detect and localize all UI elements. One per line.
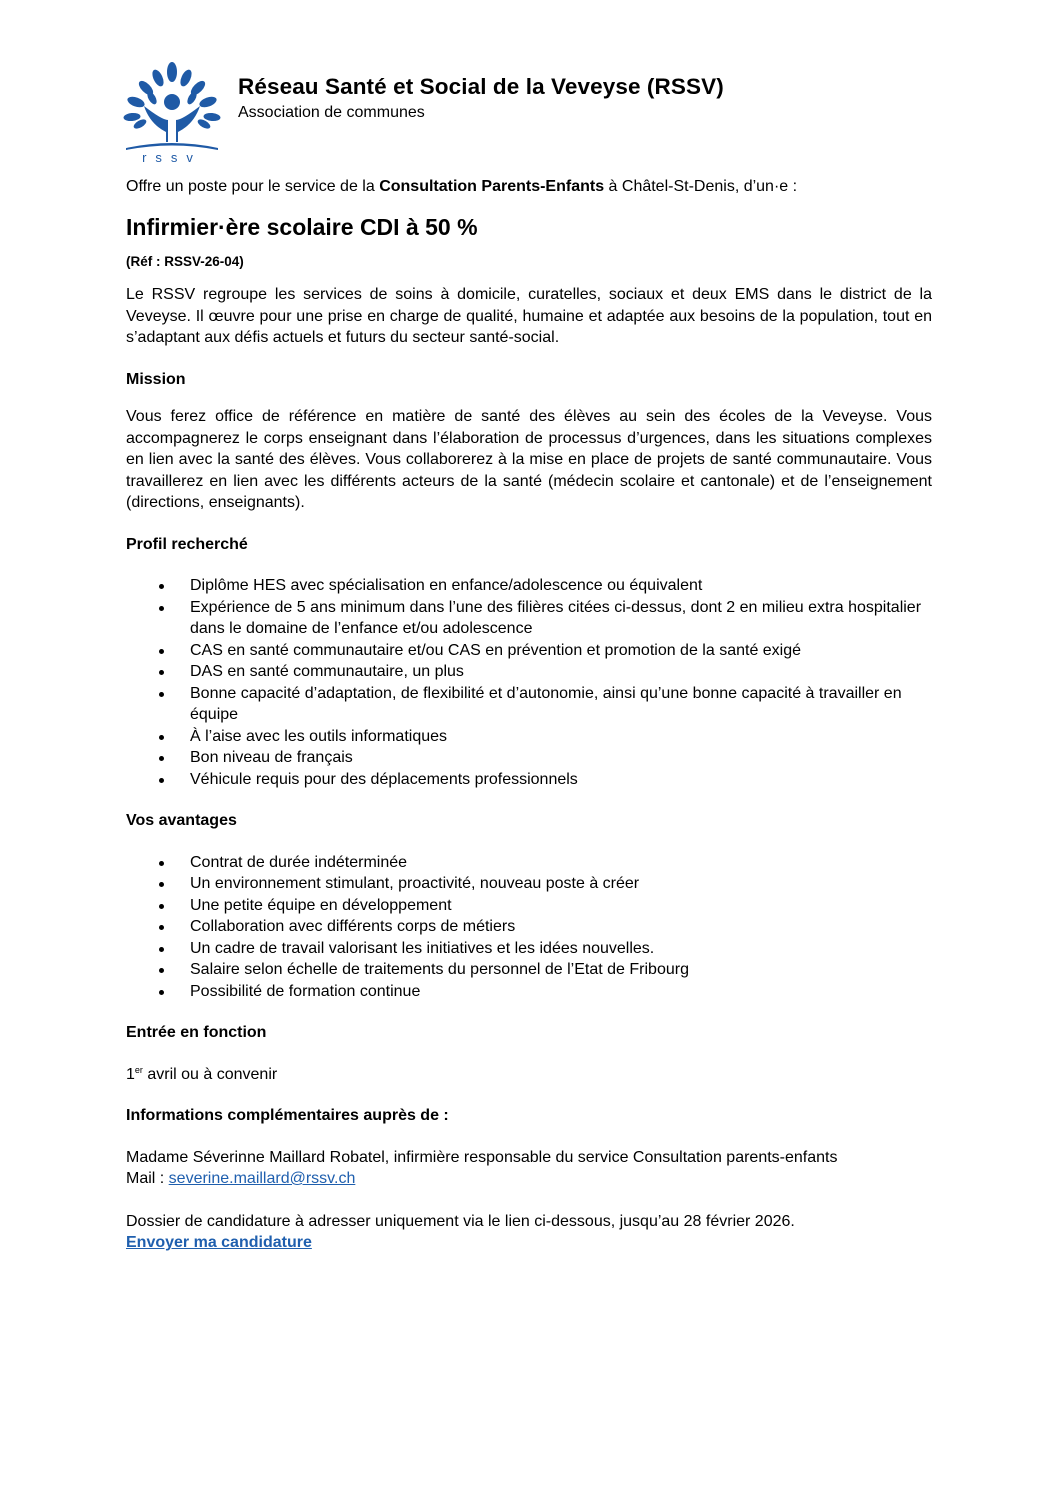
- contact-block: [126, 1147, 932, 1190]
- list-item: DAS en santé communautaire, un plus: [126, 661, 932, 683]
- profile-heading: Profil recherché: [126, 535, 248, 553]
- list-item: Bon niveau de français: [126, 747, 932, 769]
- list-item: À l’aise avec les outils informatiques: [126, 726, 932, 748]
- rssv-tree-logo-icon: [122, 62, 222, 164]
- deadline-text: Dossier de candidature à adresser uniquement via le lien ci-dessous, jusqu’au 28 février 2026.: [126, 1212, 795, 1230]
- benefits-heading: Vos avantages: [126, 812, 237, 829]
- list-item: Diplôme HES avec spécialisation en enfance/adolescence ou équivalent: [126, 575, 932, 597]
- service-name: Consultation Parents-Enfants: [379, 178, 605, 195]
- list-item: Salaire selon échelle de traitements du personnel de l’Etat de Fribourg: [126, 959, 932, 981]
- posting-content: [126, 176, 932, 1254]
- list-item: Bonne capacité d’adaptation, de flexibilité et d’autonomie, ainsi qu’une bonne capacité à travailler en équipe: [126, 683, 932, 726]
- list-item: Un cadre de travail valorisant les initiatives et les idées nouvelles.: [126, 938, 932, 960]
- organization-subtitle: Association de communes: [238, 104, 425, 121]
- list-item: Une petite équipe en développement: [126, 895, 932, 917]
- list-item: CAS en santé communautaire et/ou CAS en prévention et promotion de la santé exigé: [126, 640, 932, 662]
- organization-name: Réseau Santé et Social de la Veveyse (RSSV): [238, 74, 724, 99]
- mission-text: Vous ferez office de référence en matière de santé des élèves au sein des écoles de la Veveyse. Vous accompagnerez le corps enseignant dans l’élaboration de processus d’urgences, dans les situations complexes en lien avec la santé des élèves. Vous collaborerez à la mise en place de projets de santé communautaire. Vous travaillerez en lien avec les différents acteurs de la santé (médecin scolaire et cantonale) et de l’enseignement (directions, enseignants).: [126, 408, 932, 511]
- application-block: [126, 1211, 932, 1254]
- job-reference: (Réf : RSSV-26-04): [126, 253, 244, 269]
- start-date-text: 1er avril ou à convenir: [126, 1064, 278, 1083]
- mail-label: Mail :: [126, 1170, 169, 1187]
- list-item: Expérience de 5 ans minimum dans l’une des filières citées ci-dessus, dont 2 en milieu extra hospitalier dans le domaine de l’enfance et/ou adolescence: [126, 597, 932, 640]
- contact-person: Madame Séverinne Maillard Robatel, infirmière responsable du service Consultation parents-enfants: [126, 1148, 838, 1166]
- start-date-heading: Entrée en fonction: [126, 1024, 267, 1041]
- list-item: Un environnement stimulant, proactivité, nouveau poste à créer: [126, 873, 932, 895]
- profile-list: [126, 575, 932, 790]
- job-title: Infirmier·ère scolaire CDI à 50 %: [126, 213, 478, 240]
- list-item: Contrat de durée indéterminée: [126, 852, 932, 874]
- offer-intro: Offre un poste pour le service de la Consultation Parents-Enfants à Châtel-St-Denis, d’un·e :: [126, 178, 798, 195]
- apply-link[interactable]: Envoyer ma candidature: [126, 1234, 312, 1251]
- email-link[interactable]: severine.maillard@rssv.ch: [168, 1170, 356, 1187]
- list-item: Véhicule requis pour des déplacements professionnels: [126, 769, 932, 791]
- list-item: Collaboration avec différents corps de métiers: [126, 916, 932, 938]
- list-item: Possibilité de formation continue: [126, 981, 932, 1003]
- mission-heading: Mission: [126, 370, 186, 388]
- info-heading: Informations complémentaires auprès de :: [126, 1107, 449, 1124]
- benefits-list: [126, 852, 932, 1003]
- organization-description: Le RSSV regroupe les services de soins à domicile, curatelles, sociaux et deux EMS dans le district de la Veveyse. Il œuvre pour une prise en charge de qualité, humaine et adaptée aux besoins de la population, tout en s’adaptant aux défis actuels et futurs du secteur santé-social.: [126, 286, 932, 346]
- svg-text:rssv: rssv: [142, 150, 202, 164]
